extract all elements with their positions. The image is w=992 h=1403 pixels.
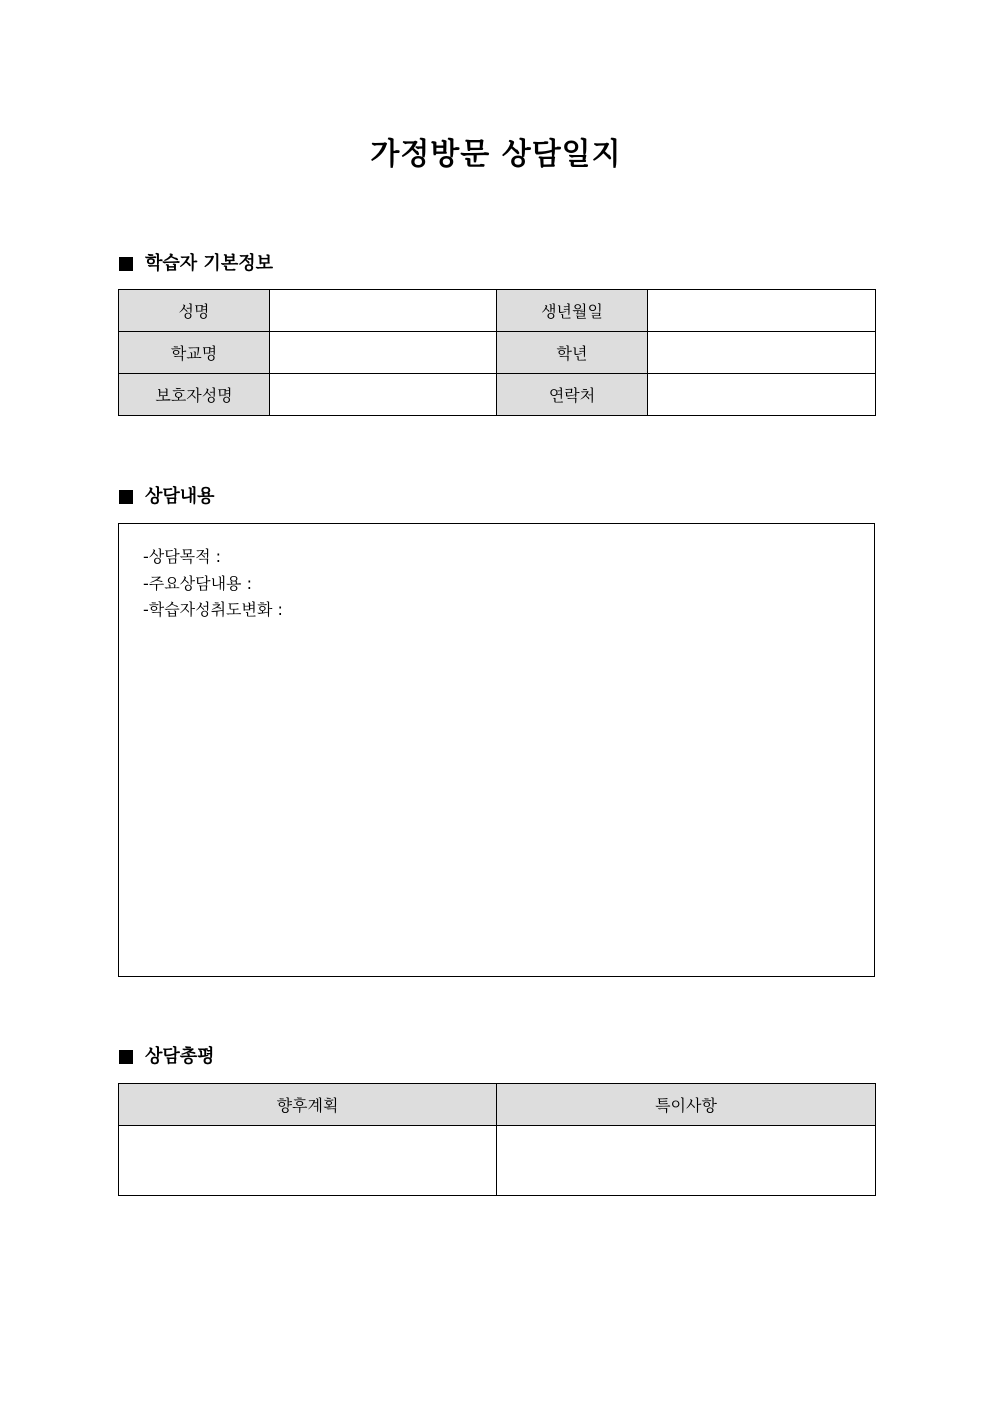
school-field[interactable] [270,332,497,374]
section-heading-label: 상담내용 [145,486,215,507]
table-row [119,1126,876,1196]
section-heading-label: 학습자 기본정보 [145,253,273,274]
future-plan-label: 향후계획 [119,1084,497,1126]
table-row [119,290,876,332]
purpose-line: -상담목적 : [143,547,222,566]
name-field[interactable] [270,290,497,332]
birthdate-label: 생년월일 [497,290,648,332]
contact-field[interactable] [648,374,876,416]
counsel-content-lines [143,544,283,624]
table-row [119,332,876,374]
grade-field[interactable] [648,332,876,374]
section-heading-basic-info [119,252,273,276]
table-row [119,374,876,416]
section-heading-summary [119,1045,215,1069]
special-notes-field[interactable] [497,1126,876,1196]
school-label: 학교명 [119,332,270,374]
future-plan-field[interactable] [119,1126,497,1196]
basic-info-table [118,289,876,416]
counsel-content-box[interactable] [118,523,875,977]
page-title: 가정방문 상담일지 [370,137,622,172]
special-notes-label: 특이사항 [497,1084,876,1126]
grade-label: 학년 [497,332,648,374]
achievement-change-line: -학습자성취도변화 : [143,600,283,619]
summary-table [118,1083,876,1196]
table-row [119,1084,876,1126]
guardian-field[interactable] [270,374,497,416]
main-content-line: -주요상담내용 : [143,573,252,593]
black-square-icon [119,257,133,271]
name-label: 성명 [119,290,270,332]
guardian-label: 보호자성명 [119,374,270,416]
birthdate-field[interactable] [648,290,876,332]
section-heading-counsel-content [119,485,215,509]
black-square-icon [119,490,133,504]
contact-label: 연락처 [497,374,648,416]
black-square-icon [119,1050,133,1064]
section-heading-label: 상담총평 [145,1046,215,1067]
